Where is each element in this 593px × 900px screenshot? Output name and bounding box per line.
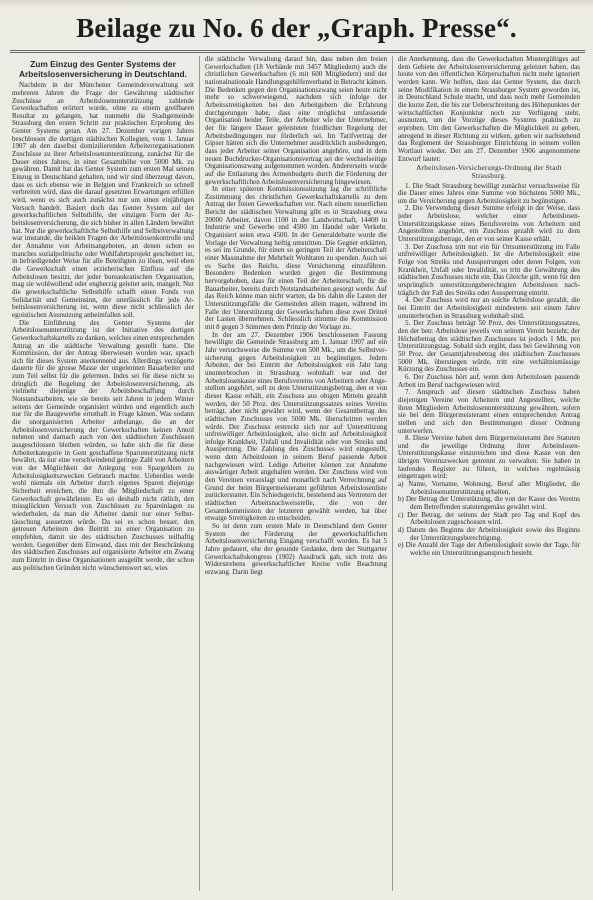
masthead-rule — [10, 50, 585, 51]
paragraph: In einer späteren Kommissionssitzung lag die schriftliche Zustimmung des christlichen Gewerkschaftskartells zu dem Antrag der freien Gewerkschaften vor. Nach einem neuerlichen Bericht der städtischen Verwaltung gibt es in Strassburg etwa 20000 Arbeiter, davon 1100 in der Landwirtschaft, 14400 in Industrie und Gewerbe und 4500 im Handel oder Verkehr. Organisiert seien etwa 4500. In der Generaldebatte wurde die Vorlage der Verwaltung heftig umstritten. Die Gegner erklärten, es sei im Grunde, für einen so geringen Teil der Arbeiterschaft einer Massnahme der Mehrheit Wohltaten zu spenden. Auch sei es Sache des Reichs, diese Versicherung einzuführen. Besondere Bedenken wurden gegen die Bestimmung hervorgehoben, dass für einen Teil der Arbeiterschaft, für die Bauarbeiter, bereits durch Notstandsarbeiten gesorgt werde. Auf das Reich könne man nicht warten, da bis dahin die Lasten der Unterstützungsfälle die Gemeinden allein tragen, während im Falle der Unterstützung der Gewerkschaften diese zwei Drittel der Lasten übernehmen. Schliesslich stimmte die Kommission mit 8 gegen 3 Stimmen dem Prinzip der Vorlage zu. — [205, 185, 387, 331]
paragraph: die Anerkennung, dass die Gewerkschaften Mustergültiges auf dem Gebiete der Arbeitslosenversicherung geleistet haben, das heute von den öffentlichen Körperschaften nicht mehr ignoriert werden kann. Wir hoffen, dass das Genter System, das durch seine Modifikation in einem Strassburger System geworden ist, in Deutschland Schule macht, und dass noch mehr Gemeinden die kurze Zeit, die bis zur Ueberschreitung des Höhepunktes der wirtschaftlichen Konjunktur noch zur Verfügung steht, ausnutzen, um die Vorzüge dieses Systems praktisch zu erproben. Um den Gewerkschaften die Möglichkeit zu geben, anregend in dieser Richtung zu wirken, geben wir nachstehend das Reglement der Strassburger Einrichtung in seinem vollen Wortlaut wieder. Der am 27. Dezember 1906 angenommene Entwurf lautet: — [398, 56, 580, 163]
register-sub-item: b) Der Betrag der Unterstützung, die von der Kasse des Vereins dem Betreffenden statutengemäss gewährt wird. — [398, 495, 580, 512]
column-divider — [392, 56, 393, 891]
regulation-item: 8. Diese Vereine haben dem Bürgermeisteramt ihre Statuten und die jeweilige Ordnung ihrer Arbeitslosen-Unterstützungskasse einzureichen und diese Kasse von den übrigen Vereinszwecken getrennt zu verwalten. Sie haben in laufendes Register zu führen, in welches regelmässig eingetragen wird: — [398, 434, 580, 481]
article-title: Zum Einzug des Genter Systems der Arbeitslosenversicherung in Deutschland. — [18, 59, 187, 79]
text-column-2 — [205, 56, 387, 891]
regulation-item: 7. Anspruch auf diesen städtischen Zuschuss haben diejenigen Vereine von Arbeitern und Angestellten, welche ihren Mitgliedern Arbeitslosenunterstützung gewähren, sofern sie bei dem Bürgermeisteramt einen entsprechenden Antrag stellen und sich den Bestimmungen dieser Ordnung unterwerfen. — [398, 388, 580, 435]
register-sub-item: a) Name, Vorname, Wohnung, Beruf aller Mitglieder, die Arbeitslosenunterstützung erhalten, — [398, 480, 580, 496]
regulation-item: 4. Der Zuschuss wird nur an solche Arbeitslose gezahlt, die bei Eintritt der Arbeitslosigkeit mindestens seit einem Jahre ununterbrochen in Strassburg wohnhaft sind. — [398, 296, 580, 320]
register-sub-item: d) Datum des Beginns der Arbeitslosigkeit sowie des Beginns der Unterstützungsberechtigung. — [398, 526, 580, 542]
regulation-item: 1. Die Stadt Strassburg bewilligt zunächst versuchsweise für die Dauer eines Jahres eine Summe von höchstens 5000 Mk., um die Versicherung gegen Arbeitslosigkeit zu begünstigen. — [398, 181, 580, 205]
paragraph: In der am 27. Dezember 1906 beschlossenen Fassung bewilligte die Gemeinde Strassburg am 1. Januar 1907 auf ein Jahr versuchsweise die Summe von 500 Mk., um die Selbstversicherung gegen Arbeitslosigkeit zu begünstigen. Jedem Arbeiter, der bei Eintritt der Arbeitslosigkeit ein Jahr lang ununterbrochen in Strassburg wohnhaft war und der Arbeitslosenkasse eines Berufsvereins von Arbeitern oder Angestellten angehört, soll zu dem Unterstützungsbetrag, den er von dieser Kasse erhält, ein Zuschuss aus obigen Mitteln gezahlt werden, der 50 Proz. des Unterstützungssatzes seines Vereins beträgt, aber nicht gewährt wird, wenn der Gesamtbetrag des städtischen Zuschusses von 5000 Mk. überschritten werden würde. Der Zuschuss erstreckt sich nur auf Unterstützung unfreiwilliger Arbeitslosigkeit, also nicht auf Arbeitslosigkeit infolge Krankheit, Unfall und Invalidität oder von Streiks und Aussperrung. Die Zahlung des Zuschusses wird eingestellt, wenn dem Arbeitslosen in seinem Beruf passende Arbeit nachgewiesen wird. Ledige Arbeiter können zur Annahme auswärtiger Arbeit angehalten werden. Der Zuschuss wird von den Vereinen verauslagt und monatlich nach Verrechnung auf Grund der beim Bürgermeisteramt geführten Arbeitslosenliste zurückerstattet. Ein Schiedsgericht, bestehend aus Vertretern der städtischen Arbeitsnachweisstelle, die von der Gesamtkommission der letzteren gewählt werden, hat über etwaige Streitigkeiten zu entscheiden. — [205, 330, 387, 523]
text-column-1 — [12, 56, 194, 891]
register-sub-item: c) Der Betrag, der seitens der Stadt pro Tag und Kopf des Arbeitslosen zugeschossen wird. — [398, 510, 580, 527]
paragraph: Nachdem in der Münchener Gemeindeverwaltung seit mehreren Jahren die Frage der Gewährung städtischer Zuschüsse an Arbeitslosenunterstützung zahlende Gewerkschaften erörtert wurde, ohne zu einem greifbaren Resultat zu gelangen, hat nunmehr die Stadtgemeinde Strassburg den ersten Schritt zur praktischen Erprobung des Genter Systems getan. Am 27. Dezember vorigen Jahres beschlossen die dortigen städtischen Kollegien, vom 1. Januar 1907 ab den daselbst domizilierenden Arbeiterorganisationen Zuschüsse zu ihrer Arbeitslosenunterstützung, zunächst für die Dauer eines Jahres, in einer Gesamthöhe von 5000 Mk. zu gewähren. Damit hat das Genter System zum ersten Mal seinen Einzug in Deutschland gehalten, und wir sind überzeugt davon, dass es sich ebenso wie in Belgien und Frankreich so schnell verbreiten wird, dass die darauf gesetzten Erwartungen erfüllen wird, wenn es sich auch zunächst nur um einen einjährigen Versuch handelt. Basiert doch das Genter System auf der gewerkschaftlichen Selbsthilfe, der einzigen Form der Arbeitslosenversicherung, die sich bisher in allen Ländern bewährt hat. Nur die gewerkschaftliche Selbsthilfe und Selbstverwaltung war imstande, die heiklen Fragen der Arbeitslosenkontrolle und der Annahme von Arbeitsangeboten, an denen schon so manches sozialpolitische oder Wohlfahrtsprojekt gescheitert ist, in befriedigender Weise für alle Beteiligten zu lösen, weil eben die Gewerkschaft einen erzieherischen Einfluss auf die Arbeitslosen besitzt, der jeder bureaukratischen Organisation, mag sie wohlwollend oder engherzig geleitet sein, mangelt. Nur die gewerkschaftliche Selbsthilfe schafft einen Fonds von Solidarität und Gemeinsinn, der unerlässlich für jede Arbeitslosenversicherung ist, wenn diese nicht schliesslich der egoistischen Ausnutzung anheimfallen soll. — [12, 81, 194, 319]
paragraph: die städtische Verwaltung darauf hin, dass neben den freien Gewerkschaften (18 Verbände mit 3457 Mitgliedern) auch die christlichen Gewerkschaften (6 mit 600 Mitgliedern) und der nationalnationale Handlungsgehilfenverband in Betracht kämen. Die Bedenken gegen den Organisationszwang seien heute nicht mehr so schwerwiegend, nachdem sich infolge der Arbeitsstreitigkeiten bei den Arbeitgebern die Erfahrung durchgerungen habe, dass eine möglichst umfassende Organisation beider Teile, der Arbeiter wie der Unternehmer, der für längere Dauer geleisteten friedlichen Regelung der Arbeitsbedingungen nur förderlich sei. Im Tarifvertrag der Gipser hätten sich die Unternehmer ausdrücklich ausbedungen, dass jeder Arbeiter seiner Organisation angehöre, und in dem neuen Buchdrucker-Organisationsvertrag sei der wechselseitige Organisationszwang aufgenommen worden. Andererseits wurde auf die Entlastung des Armenbudgets durch die Förderung der gewerkschaftlichen Arbeitslosenversicherung hingewiesen. — [205, 56, 387, 186]
paragraph: So ist denn zum ersten Male in Deutschland dem Genter System der Förderung der gewerkschaftlichen Arbeitslosenversicherung Eingang verschafft worden. Es hat 5 Jahre gedauert, ehe der gesunde Gedanke, dem der Stuttgarter Gewerkschaftskongress (1902) Ausdruck gab, sich trotz des Widerstrebens gewerkschaftlicher Kreise volle Beachtung erzwang. Darin liegt — [205, 522, 387, 576]
scan-edge — [0, 0, 593, 8]
column-divider — [199, 56, 200, 891]
masthead-rule-second — [10, 52, 585, 53]
section-heading: Arbeitslosen-Versicherungs-Ordnung der Stadt Strassburg. — [416, 164, 562, 180]
paragraph: Die Einführung des Genter Systems der Arbeitslosenunterstützung ist der Initiative des dortigen Gewerkschaftskartells zu danken, welches einen entsprechenden Antrag an die städtische Verwaltung gestellt hatte. Die Kommission, der der Antrag überwiesen worden war, sprach sich für dieses System anerkennend aus. Allerdings verzögerte dauerte für die grosse Masse der ungelernten Bauarbeiter und zum Teil selbst für die gelernten. Indes sei für diese nicht so dringlich die Regelung der Arbeitslosenversicherung, als vielmehr diejenige der Arbeitsbeschaffung durch Notstandsarbeiten, wie sie bereits seit Jahren in jedem Winter seitens der Gemeinde organisiert würden und eigentlich auch nur für die Baugewerbe ernsthaft in Frage kämen. Was sodann die unorganisierten Arbeiter anbelange, die an der Arbeitslosenversicherung der Gewerkschaften keinen Anteil nehmen und darnach auch von den städtischen Zuschüssen ausgeschlossen bleiben würden, so habe sich die für diese Arbeiterkategorie in Gent geschaffene Sparunterstützung nicht bewährt, da nur eine verschwindend geringe Zahl von Arbeitern von der Möglichkeit der Anlegung von Spargeldern zu Arbeitslosigkeitszwecken Gebrauch machte. Ueberdies werde wohl niemals ein Arbeiter durch eigenes Sparen diejenige Sicherheit erreichen, die ihm die Mitgliedschaft zu einer Gewerkschaft gewährleiste. Es sei deshalb nicht rätlich, den missglückten Versuch von Zuschüssen zu Spareinlagen zu wiederholen, da man die Arbeiter damit nur einer Selbsttäuschung aussetzen würde. Da sei es schon besser, den getreuen Arbeitern den Beitritt zu einer Organisation zu empfehlen, damit sie des städtischen Zuschusses teilhaftig werden. Gegenüber dem Einwand, dass mit der Beschränkung des städtischen Zuschusses auf organisierte Arbeiter ein Zwang zum Eintritt in diese Organisationen ausgeübt werde, der schon aus politischen Gründen nicht wünschenswert sei, wies — [12, 318, 194, 572]
page-masthead: Beilage zu No. 6 der „Graph. Presse“. — [76, 13, 517, 43]
regulation-item: 6. Der Zuschuss hört auf, wenn dem Arbeitslosen passende Arbeit im Beruf nachgewiesen wird. — [398, 372, 580, 389]
regulation-item: 5. Der Zuschuss beträgt 50 Proz. des Unterstützungssatzes, den der betr. Arbeitslose jeweils von seinem Verein bezieht; der Höchstbetrag des städtischen Zuschusses ist jedoch 1 Mk. pro Unterstützungstag. Sobald sich ergibt, dass bei Gewährung von 50 Proz. der Gesamtjahresbetrag des städtischen Zuschusses 5000 Mk. überstiegen würde, tritt eine verhältnismässige Kürzung des Zuschusses ein. — [398, 319, 580, 374]
regulation-item: 3. Der Zuschuss tritt nur ein für Ortsunterstützung im Falle unfreiwilliger Arbeitslosigkeit. Ist die Arbeitslosigkeit eine Folge von Streiks und Aussperrungen oder deren Folgen, von Krankheit, Unfall oder Invalidität, so tritt die Gewährung des städtischen Zuschusses nicht ein. Das Gleiche gilt, wenn für den ursprünglich unterstützungsberechtigten Arbeitslosen nachträglich der Fall des Streiks oder Aussperrung eintritt. — [398, 242, 580, 297]
regulation-item: 2. Die Verwendung dieser Summe erfolgt in der Weise, dass jeder Arbeitslose, welcher einer Arbeitslosen-Unterstützungskasse eines Berufsvereins von Arbeitern und Angestellten angehört, ein Zuschuss gezahlt wird zu dem Unterstützungsbetrage, den er von seiner Kasse erhält. — [398, 204, 580, 244]
text-column-3 — [398, 56, 580, 891]
register-sub-item: e) Die Anzahl der Tage der Arbeitslosigkeit sowie der Tage, für welche ein Unterstützungsanspruch besteht. — [398, 541, 580, 557]
